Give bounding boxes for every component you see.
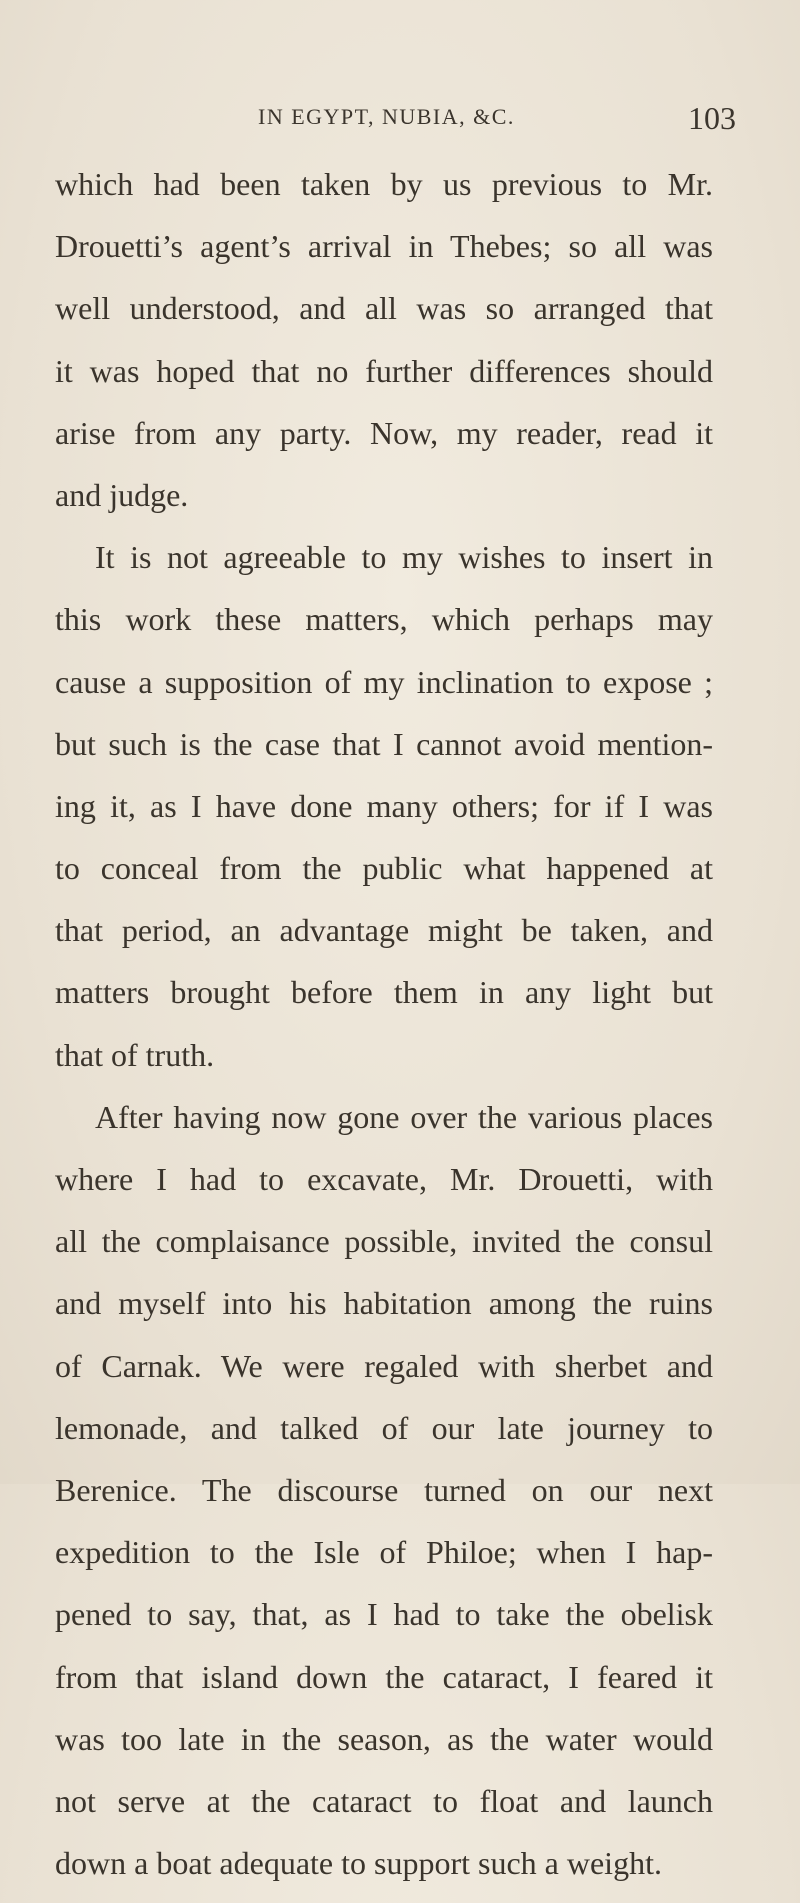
text-line: that period, an advantage might be taken, and bbox=[55, 912, 713, 949]
text-line: well understood, and all was so arranged that bbox=[55, 290, 713, 327]
running-title: IN EGYPT, NUBIA, &C. bbox=[258, 104, 515, 129]
text-line: it was hoped that no further differences should bbox=[55, 352, 713, 389]
text-line: not serve at the cataract to float and launch bbox=[55, 1782, 713, 1819]
text-line: Berenice. The discourse turned on our next bbox=[55, 1471, 713, 1508]
text-line: from that island down the cataract, I feared it bbox=[55, 1658, 713, 1695]
text-line: and myself into his habitation among the ruins bbox=[55, 1285, 713, 1322]
text-line: where I had to excavate, Mr. Drouetti, with bbox=[55, 1161, 713, 1197]
text-line: lemonade, and talked of our late journey to bbox=[55, 1409, 713, 1446]
body-text bbox=[55, 162, 713, 1903]
text-line: cause a supposition of my inclination to expose ; bbox=[55, 663, 713, 700]
text-line: was too late in the season, as the water would bbox=[55, 1720, 713, 1757]
text-line: arise from any party. Now, my reader, read it bbox=[55, 414, 713, 451]
text-line: and judge. bbox=[55, 476, 189, 513]
text-line: to conceal from the public what happened at bbox=[55, 850, 713, 887]
text-line: of Carnak. We were regaled with sherbet and bbox=[55, 1347, 713, 1384]
text-line: expedition to the Isle of Philoe; when I hap- bbox=[55, 1534, 713, 1571]
text-line: Drouetti’s agent’s arrival in Thebes; so all was bbox=[55, 228, 713, 265]
page-number: 103 bbox=[688, 100, 736, 136]
text-line: It is not agreeable to my wishes to insert in bbox=[95, 539, 713, 576]
text-line: down a boat adequate to support such a weight. bbox=[55, 1845, 662, 1882]
text-line: all the complaisance possible, invited the consul bbox=[55, 1223, 713, 1260]
text-line: After having now gone over the various places bbox=[95, 1098, 713, 1135]
text-line: matters brought before them in any light but bbox=[55, 974, 713, 1011]
text-line: ing it, as I have done many others; for if I was bbox=[55, 787, 713, 824]
text-line: pened to say, that, as I had to take the obelisk bbox=[55, 1596, 713, 1633]
text-line: this work these matters, which perhaps may bbox=[55, 601, 713, 638]
text-line: but such is the case that I cannot avoid mention- bbox=[55, 725, 713, 762]
text-line: which had been taken by us previous to Mr. bbox=[55, 166, 713, 202]
text-line: that of truth. bbox=[55, 1036, 215, 1073]
running-head bbox=[0, 100, 800, 144]
